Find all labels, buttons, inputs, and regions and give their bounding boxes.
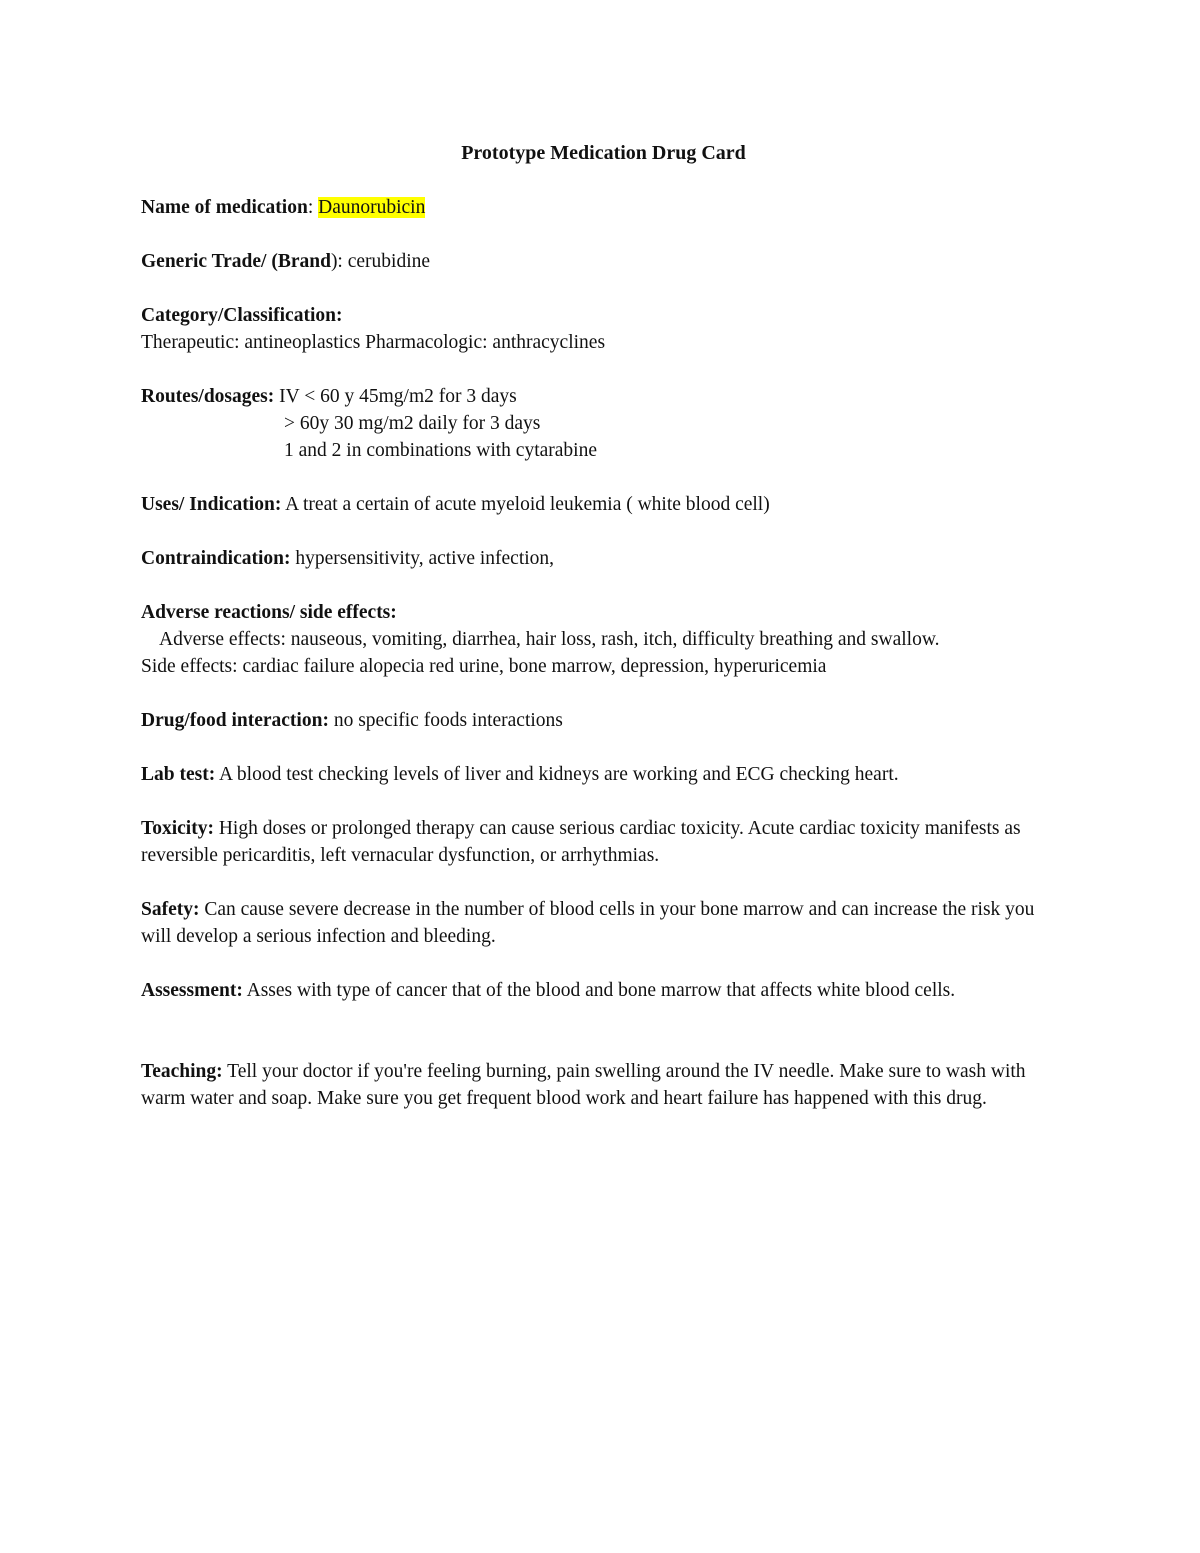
name-of-medication-label: Name of medication [141,197,308,218]
safety-value: Can cause severe decrease in the number of blood cells in your bone marrow and can increase the risk you will develop a serious infection and bleeding. [141,899,1035,947]
routes-line-1: IV < 60 y 45mg/m2 for 3 days [279,386,517,407]
routes-line-2: > 60y 30 mg/m2 daily for 3 days [284,413,541,434]
teaching-label: Teaching: [141,1061,223,1082]
adverse-effects-line: Adverse effects: nauseous, vomiting, diarrhea, hair loss, rash, itch, difficulty breathing and swallow. [159,629,940,650]
lab-test-field [141,761,1066,788]
side-effects-line: Side effects: cardiac failure alopecia red urine, bone marrow, depression, hyperuricemia [141,656,827,677]
routes-line-3: 1 and 2 in combinations with cytarabine [284,440,598,461]
assessment-field [141,977,1066,1004]
generic-trade-separator: ): [330,251,348,272]
routes-label: Routes/dosages: [141,386,275,407]
name-of-medication-value: Daunorubicin [318,197,426,218]
category-field [141,302,1066,356]
assessment-value: Asses with type of cancer that of the blood and bone marrow that affects white blood cells. [246,980,956,1001]
contraindication-field [141,545,1066,572]
safety-label: Safety: [141,899,200,920]
name-of-medication-field [141,194,1066,221]
name-of-medication-separator: : [307,197,319,218]
drug-food-label: Drug/food interaction: [141,710,329,731]
adverse-reactions-field [141,599,1066,680]
teaching-value: Tell your doctor if you're feeling burning, pain swelling around the IV needle. Make sure to wash with warm water and soap. Make sure you get frequent blood work and heart failure has happened with this drug. [141,1061,1026,1109]
teaching-field [141,1058,1066,1112]
generic-trade-label: Generic Trade/ (Brand [141,251,331,272]
uses-field [141,491,1066,518]
assessment-label: Assessment: [141,980,243,1001]
routes-field [141,383,1066,464]
uses-value: A treat a certain of acute myeloid leukemia ( white blood cell) [285,494,770,515]
drug-food-value: no specific foods interactions [333,710,563,731]
generic-trade-field [141,248,1066,275]
toxicity-field [141,815,1066,869]
lab-test-value: A blood test checking levels of liver and kidneys are working and ECG checking heart. [219,764,899,785]
drug-food-field [141,707,1066,734]
category-value: Therapeutic: antineoplastics Pharmacologic: anthracyclines [141,332,606,353]
safety-field [141,896,1066,950]
drug-card-document [141,140,1066,1139]
generic-trade-value: cerubidine [347,251,431,272]
contraindication-value: hypersensitivity, active infection, [295,548,555,569]
document-title: Prototype Medication Drug Card [461,142,746,164]
category-label: Category/Classification: [141,305,343,326]
adverse-reactions-label: Adverse reactions/ side effects: [141,602,397,623]
uses-label: Uses/ Indication: [141,494,282,515]
contraindication-label: Contraindication: [141,548,291,569]
toxicity-label: Toxicity: [141,818,214,839]
lab-test-label: Lab test: [141,764,216,785]
toxicity-value: High doses or prolonged therapy can cause serious cardiac toxicity. Acute cardiac toxicity manifests as reversible pericarditis, left vernacular dysfunction, or arrhythmias. [141,818,1021,866]
